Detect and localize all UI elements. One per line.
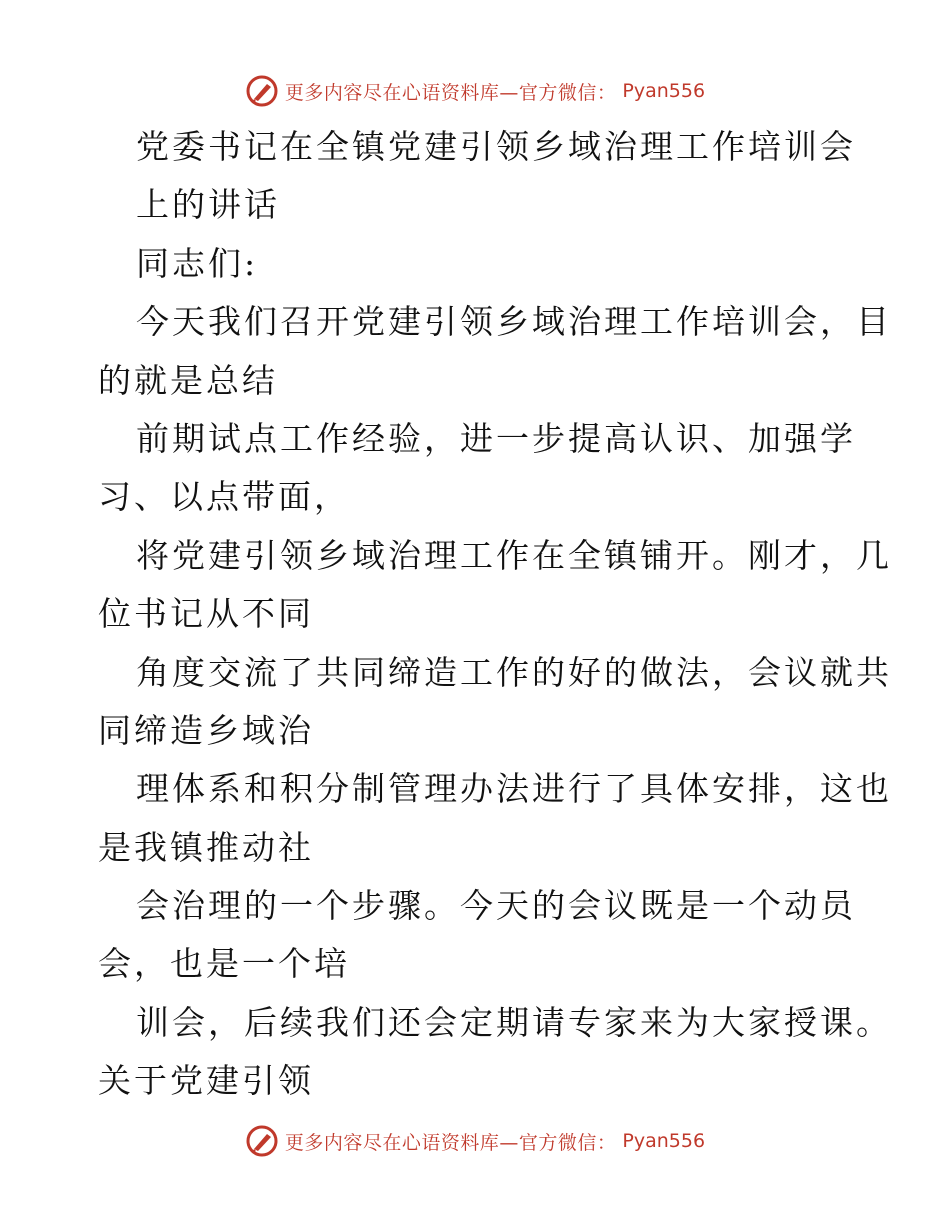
text-line: 将党建引领乡域治理工作在全镇铺开。刚才，几 (136, 535, 892, 575)
pen-logo-icon (245, 74, 279, 108)
watermark-text: 更多内容尽在心语资料库—官方微信： (284, 81, 617, 104)
header-watermark (0, 71, 950, 111)
document-body (98, 118, 892, 1111)
text-line: 习、以点带面， (98, 477, 350, 517)
text-line: 同志们: (136, 243, 259, 283)
watermark-handle: Pyan556 (622, 80, 706, 102)
text-line: 位书记从不同 (98, 594, 314, 634)
text-line: 理体系和积分制管理办法进行了具体安排，这也 (136, 769, 892, 809)
text-line: 的就是总结 (98, 360, 278, 400)
text-line: 前期试点工作经验，进一步提高认识、加强学 (136, 418, 856, 458)
text-line: 党委书记在全镇党建引领乡域治理工作培训会 (136, 127, 856, 166)
text-line: 训会，后续我们还会定期请专家来为大家授课。 (136, 1002, 892, 1042)
text-line: 角度交流了共同缔造工作的好的做法，会议就共 (136, 652, 892, 692)
pen-logo-icon (245, 1124, 279, 1158)
watermark-text: 更多内容尽在心语资料库—官方微信： (284, 1131, 617, 1154)
text-line: 上的讲话 (136, 185, 280, 225)
text-line: 关于党建引领 (98, 1061, 314, 1101)
text-line: 会治理的一个步骤。今天的会议既是一个动员 (136, 886, 856, 926)
watermark-handle: Pyan556 (622, 1130, 706, 1152)
text-line: 会，也是一个培 (98, 944, 350, 984)
text-line: 同缔造乡域治 (98, 710, 314, 750)
text-line: 是我镇推动社 (98, 827, 314, 867)
footer-watermark (0, 1121, 950, 1161)
text-line: 今天我们召开党建引领乡域治理工作培训会，目 (136, 302, 892, 342)
